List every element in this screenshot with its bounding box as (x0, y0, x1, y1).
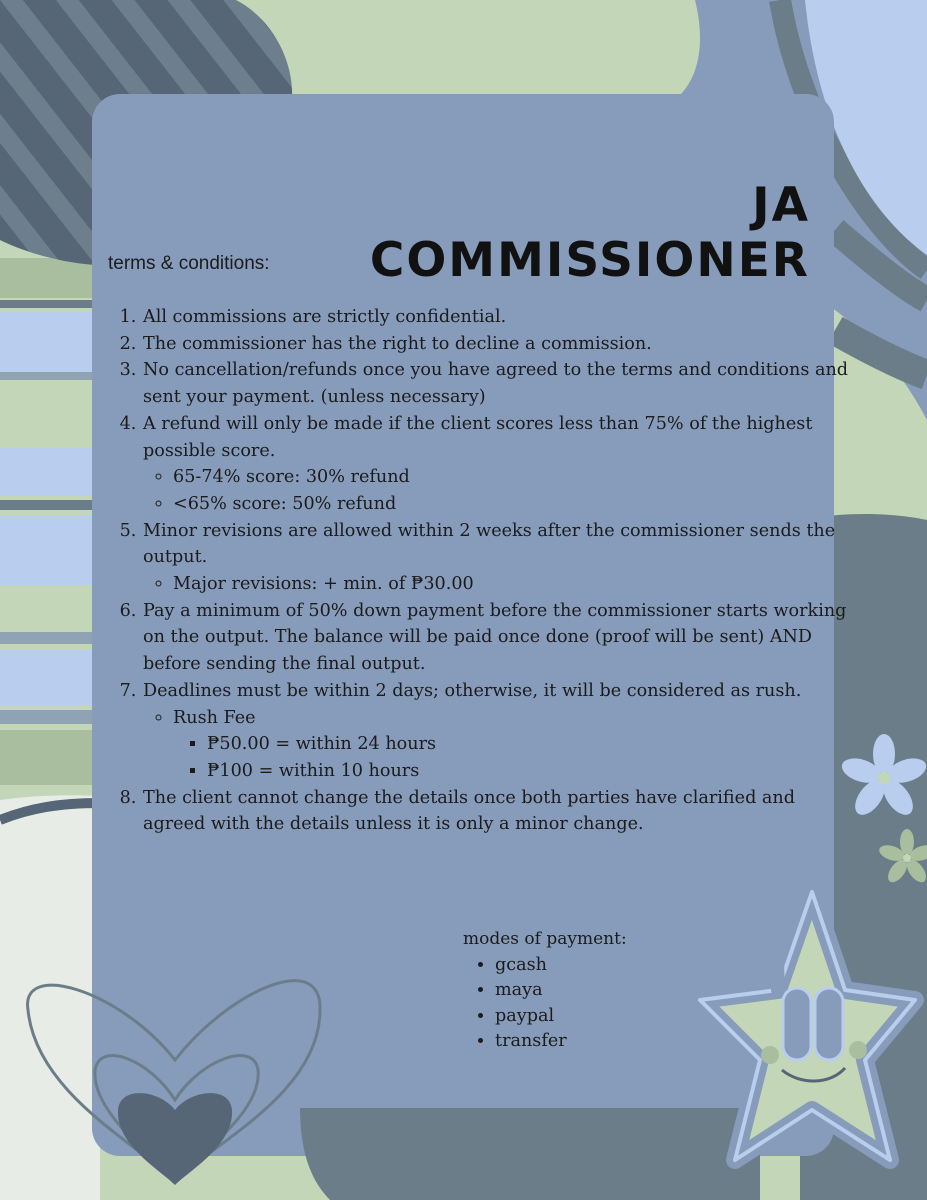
payment-methods-list (463, 953, 763, 1055)
term-item (142, 304, 857, 331)
sub-item: ◦ 65-74% score: 30% refund (173, 464, 857, 491)
sub-list (143, 571, 857, 598)
sub-item: ◦ Major revisions: + min. of ₱30.00 (173, 571, 857, 598)
payment-section (463, 927, 763, 1055)
payment-method: • paypal (495, 1004, 763, 1030)
payment-method: • gcash (495, 953, 763, 979)
page-title: JA COMMISSIONER (369, 178, 810, 288)
terms-heading: terms & conditions: (108, 253, 270, 274)
payment-method: • transfer (495, 1029, 763, 1055)
term-item (142, 357, 857, 410)
term-text: The client cannot change the details once both parties have clarified and agreed with the details unless it is only a minor change. (143, 787, 796, 835)
term-text: Minor revisions are allowed within 2 weeks after the commissioner sends the output. (143, 520, 836, 568)
subsub-item: ▪ ₱100 = within 10 hours (207, 758, 857, 785)
term-text: A refund will only be made if the client scores less than 75% of the highest possible score. (143, 413, 813, 461)
sub-item (173, 705, 857, 785)
term-item (142, 411, 857, 518)
term-item (142, 331, 857, 358)
payment-method: • maya (495, 978, 763, 1004)
sub-list (143, 464, 857, 517)
subsub-item: ▪ ₱50.00 = within 24 hours (207, 731, 857, 758)
term-text: Deadlines must be within 2 days; otherwise, it will be considered as rush. (143, 680, 802, 701)
term-text: Pay a minimum of 50% down payment before the commissioner starts working on the output. The balance will be paid once done (proof will be sent) AND before sending the final output. (143, 600, 847, 675)
payment-label: modes of payment: (463, 929, 627, 949)
term-text: No cancellation/refunds once you have agreed to the terms and conditions and sent your payment. (unless necessary) (143, 360, 849, 408)
subsub-list (173, 731, 857, 784)
term-text: The commissioner has the right to decline a commission. (143, 333, 652, 354)
sub-item: ◦ <65% score: 50% refund (173, 491, 857, 518)
sub-item-text: Rush Fee (173, 707, 256, 728)
term-text: All commissions are strictly confidential. (143, 307, 507, 327)
sub-list (143, 705, 857, 785)
term-item (142, 598, 857, 678)
terms-list (100, 304, 857, 838)
term-item (142, 785, 857, 838)
term-item (142, 518, 857, 598)
term-item (142, 678, 857, 785)
